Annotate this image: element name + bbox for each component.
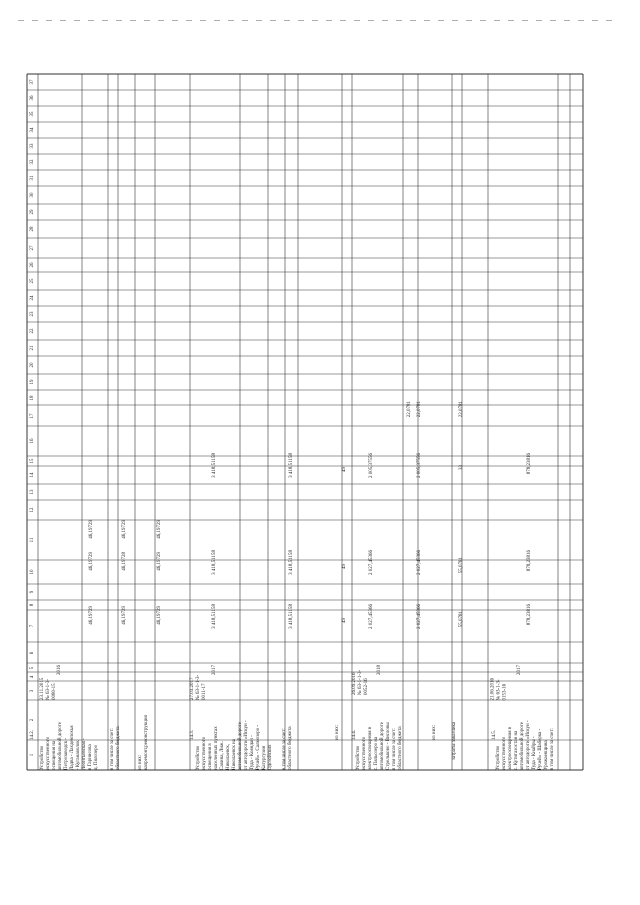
row-id: 14.4. bbox=[352, 730, 357, 740]
row-value: 46,19729 bbox=[157, 606, 162, 625]
column-number: 29 bbox=[30, 209, 35, 215]
row-value: 878,23816 bbox=[527, 453, 532, 475]
row-value: 3 418,51158 bbox=[289, 604, 294, 629]
column-number: 18 bbox=[30, 395, 35, 400]
row-year: 2016 bbox=[57, 664, 62, 675]
column-number: 10 bbox=[30, 569, 35, 575]
row-name: Устройство искусственного электроосвещения в с. Кутигазостан на автомобильной дороге от автодороги «Искун - Туда - Кнайры - Ручей» - Шаберка - Урожаевщина в том числе за счет: bbox=[496, 720, 555, 770]
row-doc: 23.11.2015 № 63-1-3- 0080-15 bbox=[40, 677, 57, 700]
row-name: Устройство искусственного электроосвещения в с. Пяльозеро на автомобильной дороге Стрельково - Висловы в том числе за счет: областного бюджета bbox=[356, 722, 403, 770]
row-name: Устройство искусственного освещения на автомобильной дороге Петрозаводск - Ладва - Лахденпохья - Куганаволок Леонтьевская - в Гарнисова д. Пялозеро bbox=[40, 722, 99, 770]
row-value: 3 418,51158 bbox=[212, 453, 217, 478]
column-number: 17 bbox=[30, 413, 35, 418]
row-value: 2 027,45366 bbox=[417, 604, 422, 629]
row-value: 49 bbox=[342, 618, 347, 623]
row-value: 49 bbox=[342, 564, 347, 569]
row-value: 46,19729 bbox=[89, 606, 94, 625]
row-value: 22,0781 bbox=[417, 400, 422, 417]
row-value: 2 027,45366 bbox=[369, 604, 374, 629]
row-value: 33 bbox=[459, 465, 464, 470]
row-doc: 26.09.2016 № 63-1-1-3- 0052-16 bbox=[352, 669, 369, 695]
column-number: 4 bbox=[30, 675, 35, 678]
column-number: 28 bbox=[30, 226, 35, 232]
column-number: 30 bbox=[30, 192, 35, 198]
row-id: 14.5. bbox=[492, 730, 497, 740]
column-number: 32 bbox=[30, 159, 35, 165]
row-value: 46,19728 bbox=[122, 552, 127, 571]
row-value: 878,23816 bbox=[527, 604, 532, 626]
row-id: 14.2. bbox=[30, 730, 35, 740]
column-number: 1 bbox=[30, 753, 35, 757]
column-number: 27 bbox=[30, 245, 35, 251]
column-number: 12 bbox=[30, 507, 35, 513]
column-number: 23 bbox=[30, 311, 35, 317]
row-value: 3 418,51158 bbox=[289, 453, 294, 478]
row-sub-label: из них: капремонт,реконструкция bbox=[138, 715, 149, 770]
column-number: 6 bbox=[30, 651, 35, 654]
column-number: 14 bbox=[30, 472, 35, 478]
column-number: 19 bbox=[30, 379, 35, 385]
column-number: 26 bbox=[30, 262, 35, 268]
row-value: 49 bbox=[342, 467, 347, 472]
row-name: Устройство искусственного освещения в населенных пунктах Савина, Лиж. Николаевск, Николаевск на автомобильной дороге от автодороги «Искун - Туда - Кояндан - Ручей» - Салмозеро - Катургузин Одозойских bbox=[196, 720, 273, 770]
row-sub-label: в том числе за счет: областного бюджета bbox=[282, 726, 293, 770]
row-value: 22,0781 bbox=[459, 400, 464, 417]
row-value: 46,19729 bbox=[89, 520, 94, 539]
column-number: 13 bbox=[30, 489, 35, 495]
row-doc: 21.06.2016 № 63-1-3- 0153-16 bbox=[490, 677, 507, 700]
row-value: 3 418,51158 bbox=[212, 604, 217, 629]
column-number: 8 bbox=[30, 603, 35, 607]
row-value: 55,0781 bbox=[459, 557, 464, 574]
column-number: 25 bbox=[30, 278, 35, 284]
row-value: 22,0781 bbox=[407, 400, 412, 417]
row-value: 2 027,45366 bbox=[369, 550, 374, 575]
column-number: 21 bbox=[30, 345, 35, 351]
row-sub-label: в том числе за счет: областного бюджета bbox=[110, 726, 121, 770]
column-number: 31 bbox=[30, 175, 35, 181]
column-number: 34 bbox=[30, 127, 35, 133]
column-number: 11 bbox=[30, 537, 35, 543]
row-doc: 27.03.2017 № 63-1-1-3- 0011-17 bbox=[190, 674, 207, 700]
row-value: 2 027,45366 bbox=[417, 550, 422, 575]
row-sub-label: затраты заказчика bbox=[452, 721, 457, 760]
row-sub-label: из них: bbox=[432, 724, 437, 740]
row-year: 2017 bbox=[517, 664, 522, 675]
row-value: 55,0781 bbox=[459, 611, 464, 628]
row-value: 2 005,37556 bbox=[369, 453, 374, 478]
row-value: 46,19729 bbox=[122, 606, 127, 625]
column-number: 3 bbox=[30, 689, 35, 692]
row-year: 2017 bbox=[212, 664, 217, 675]
row-year: 2018 bbox=[377, 664, 382, 675]
column-number: 2 bbox=[30, 718, 35, 722]
row-value: 878,23816 bbox=[527, 550, 532, 572]
row-value: 2 005,37556 bbox=[417, 453, 422, 478]
row-sub-label: из них: bbox=[335, 724, 340, 740]
row-value: 3 418,51158 bbox=[212, 550, 217, 575]
row-value: 46,19729 bbox=[89, 552, 94, 571]
column-number: 37 bbox=[30, 79, 35, 85]
column-number: 33 bbox=[30, 143, 35, 149]
column-number: 35 bbox=[30, 111, 35, 117]
row-value: 46,19729 bbox=[157, 552, 162, 571]
row-value: 46,19729 bbox=[157, 520, 162, 539]
column-number: 24 bbox=[30, 295, 35, 301]
column-number: 36 bbox=[30, 95, 35, 101]
row-value: 46,19729 bbox=[122, 520, 127, 539]
column-number: 5 bbox=[30, 666, 35, 669]
column-number: 20 bbox=[30, 362, 35, 368]
column-number: 22 bbox=[30, 328, 35, 334]
row-id: 14.3. bbox=[190, 730, 195, 740]
column-number: 7 bbox=[30, 624, 35, 628]
row-value: 3 418,51158 bbox=[289, 550, 294, 575]
column-number: 15 bbox=[30, 458, 35, 464]
column-number: 9 bbox=[30, 590, 35, 594]
column-number: 16 bbox=[30, 438, 35, 444]
